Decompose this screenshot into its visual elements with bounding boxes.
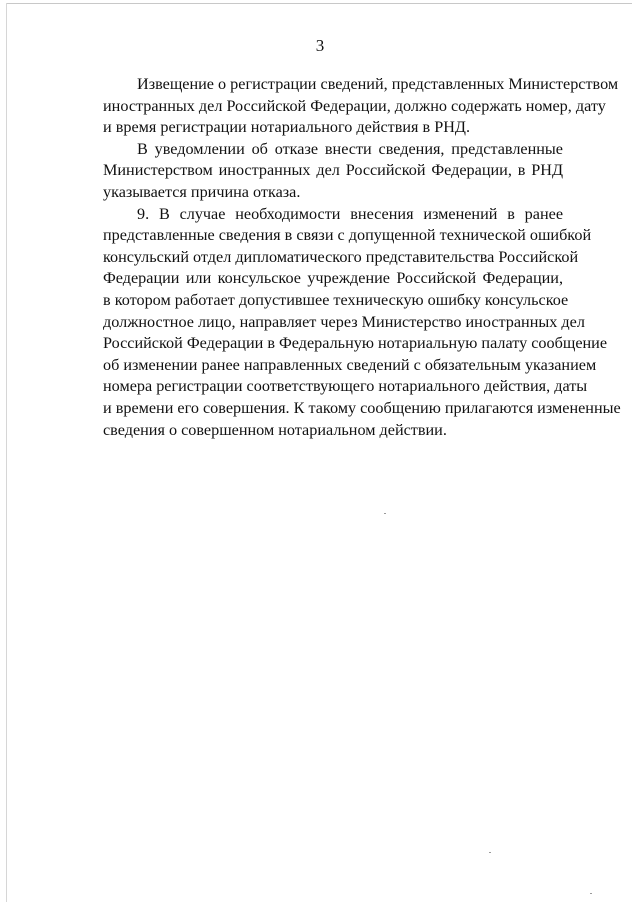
text-line: об изменении ранее направленных сведений с обязательным указанием	[103, 355, 597, 374]
text-line: Извещение о регистрации сведений, представленных Министерством	[137, 75, 619, 93]
scan-speck	[489, 852, 491, 853]
text-line: Федерации или консульское учреждение Российской Федерации,	[103, 269, 563, 288]
text-line: 9. В случае необходимости внесения изменений в ранее	[137, 204, 563, 223]
text-line: сведения о совершенном нотариальном действии.	[103, 420, 447, 439]
text-line: Министерством иностранных дел Российской Федерации, в РНД	[103, 161, 563, 180]
text-line: иностранных дел Российской Федерации, должно содержать номер, дату	[103, 96, 606, 115]
text-line: консульский отдел дипломатического представительства Российской	[103, 247, 579, 266]
paragraph-refusal-notice	[103, 139, 563, 204]
text-line: номера регистрации соответствующего нотариального действия, даты	[103, 377, 588, 396]
text-line: и время регистрации нотариального действия в РНД.	[103, 118, 471, 137]
text-line: в котором работает допустившее техническую ошибку консульское	[103, 290, 569, 309]
scan-speck	[590, 893, 592, 894]
page-edge-left	[6, 3, 7, 902]
page-number: 3	[315, 36, 325, 55]
text-line: указывается причина отказа.	[103, 182, 301, 201]
text-line: и времени его совершения. К такому сообщению прилагаются измененные	[103, 398, 621, 417]
text-line: Российской Федерации в Федеральную нотариальную палату сообщение	[103, 334, 608, 353]
text-line: В уведомлении об отказе внести сведения, представленные	[137, 139, 563, 158]
text-line: представленные сведения в связи с допущенной технической ошибкой	[103, 226, 592, 245]
text-line: должностное лицо, направляет через Министерство иностранных дел	[103, 312, 585, 331]
scan-speck	[384, 513, 386, 514]
paragraph-registration-notice	[103, 74, 619, 139]
document-body	[103, 74, 621, 441]
page-edge-top	[6, 3, 632, 4]
paragraph-item-9	[103, 204, 621, 442]
